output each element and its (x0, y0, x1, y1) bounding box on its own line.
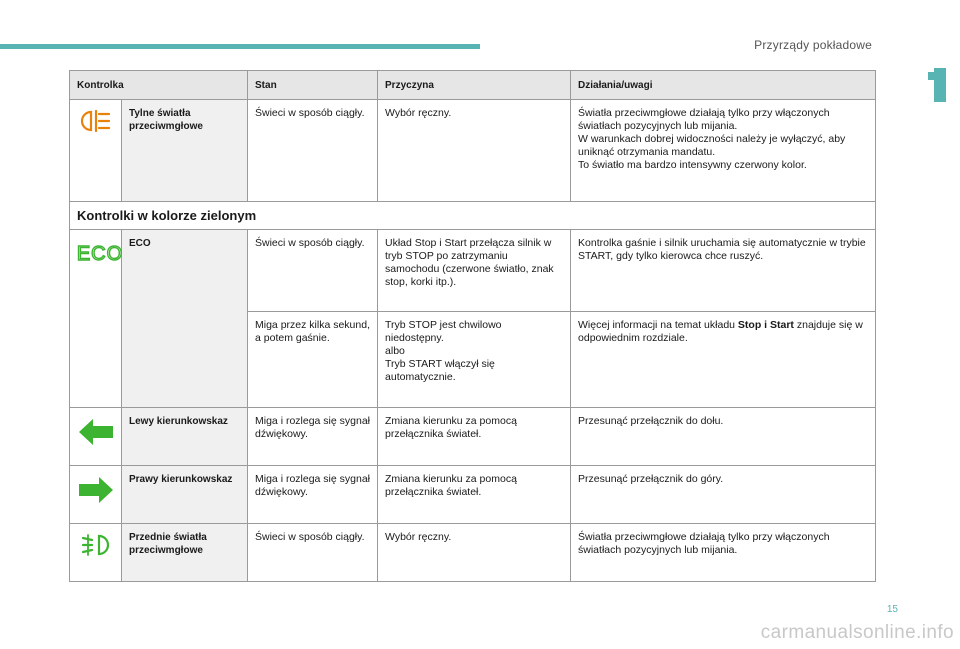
warning-lights-table (69, 70, 876, 582)
light-cause: Wybór ręczny. (378, 524, 571, 582)
column-header-przyczyna: Przyczyna (378, 71, 571, 100)
light-cause: Zmiana kierunku za pomocą przełącznika świateł. (378, 408, 571, 466)
light-cause: Tryb STOP jest chwilowo niedostępny. albo Tryb START włączył się automatycznie. (378, 312, 571, 408)
section-heading: Kontrolki w kolorze zielonym (70, 202, 876, 230)
icon-cell (70, 408, 122, 466)
column-header-kontrolka: Kontrolka (70, 71, 248, 100)
table-header-row (70, 71, 876, 100)
light-state: Miga przez kilka sekund, a potem gaśnie. (248, 312, 378, 408)
light-action: Kontrolka gaśnie i silnik uruchamia się automatycznie w trybie START, gdy tylko kierowca chce ruszyć. (571, 230, 876, 312)
light-state: Miga i rozlega się sygnał dźwiękowy. (248, 408, 378, 466)
light-cause: Zmiana kierunku za pomocą przełącznika świateł. (378, 466, 571, 524)
eco-icon (77, 242, 123, 264)
watermark[interactable]: carmanualsonline.info (760, 622, 954, 643)
light-action (571, 312, 876, 408)
right-arrow-icon (77, 474, 115, 506)
front-fog-light-icon (79, 532, 113, 558)
chapter-number-glyph (934, 68, 946, 102)
light-action: Przesunąć przełącznik do góry. (571, 466, 876, 524)
table-row (70, 100, 876, 202)
light-state: Miga i rozlega się sygnał dźwiękowy. (248, 466, 378, 524)
section-title: Przyrządy pokładowe (754, 38, 872, 52)
chapter-tab (898, 68, 960, 104)
light-state: Świeci w sposób ciągły. (248, 100, 378, 202)
section-heading-row (70, 202, 876, 230)
light-name: ECO (122, 230, 248, 408)
light-name: Lewy kierunkowskaz (122, 408, 248, 466)
column-header-stan: Stan (248, 71, 378, 100)
eco-icon-text: ECO (77, 243, 123, 264)
page-number: 15 (886, 604, 898, 615)
column-header-dzialania: Działania/uwagi (571, 71, 876, 100)
light-name: Tylne światła przeciwmgłowe (122, 100, 248, 202)
light-state: Świeci w sposób ciągły. (248, 230, 378, 312)
icon-cell (70, 524, 122, 582)
light-name: Prawy kierunkowskaz (122, 466, 248, 524)
icon-cell (70, 230, 122, 408)
table-row (70, 524, 876, 582)
light-name: Przednie światła przeciwmgłowe (122, 524, 248, 582)
icon-cell (70, 100, 122, 202)
table-row (70, 408, 876, 466)
light-action: Światła przeciwmgłowe działają tylko przy włączonych światłach pozycyjnych lub mijania. W warunkach dobrej widoczności należy je wyłączyć, aby uniknąć otrzymania mandatu. To światło ma bardzo intensywny czerwony kolor. (571, 100, 876, 202)
light-action: Przesunąć przełącznik do dołu. (571, 408, 876, 466)
stop-start-link-text: Stop i Start (737, 319, 794, 331)
icon-cell (70, 466, 122, 524)
left-arrow-icon (77, 416, 115, 448)
table-row (70, 466, 876, 524)
action-text: znajduje się w odpowiednim rozdziale. (578, 319, 863, 344)
light-cause: Wybór ręczny. (378, 100, 571, 202)
action-text: Więcej informacji na temat układu (578, 319, 738, 331)
header-accent-bar (0, 44, 480, 49)
light-cause: Układ Stop i Start przełącza silnik w tryb STOP po zatrzymaniu samochodu (czerwone światło, znak stop, korki itp.). (378, 230, 571, 312)
light-state: Świeci w sposób ciągły. (248, 524, 378, 582)
rear-fog-light-icon (79, 108, 113, 134)
light-action: Światła przeciwmgłowe działają tylko przy włączonych światłach pozycyjnych lub mijania. (571, 524, 876, 582)
table-row (70, 230, 876, 312)
